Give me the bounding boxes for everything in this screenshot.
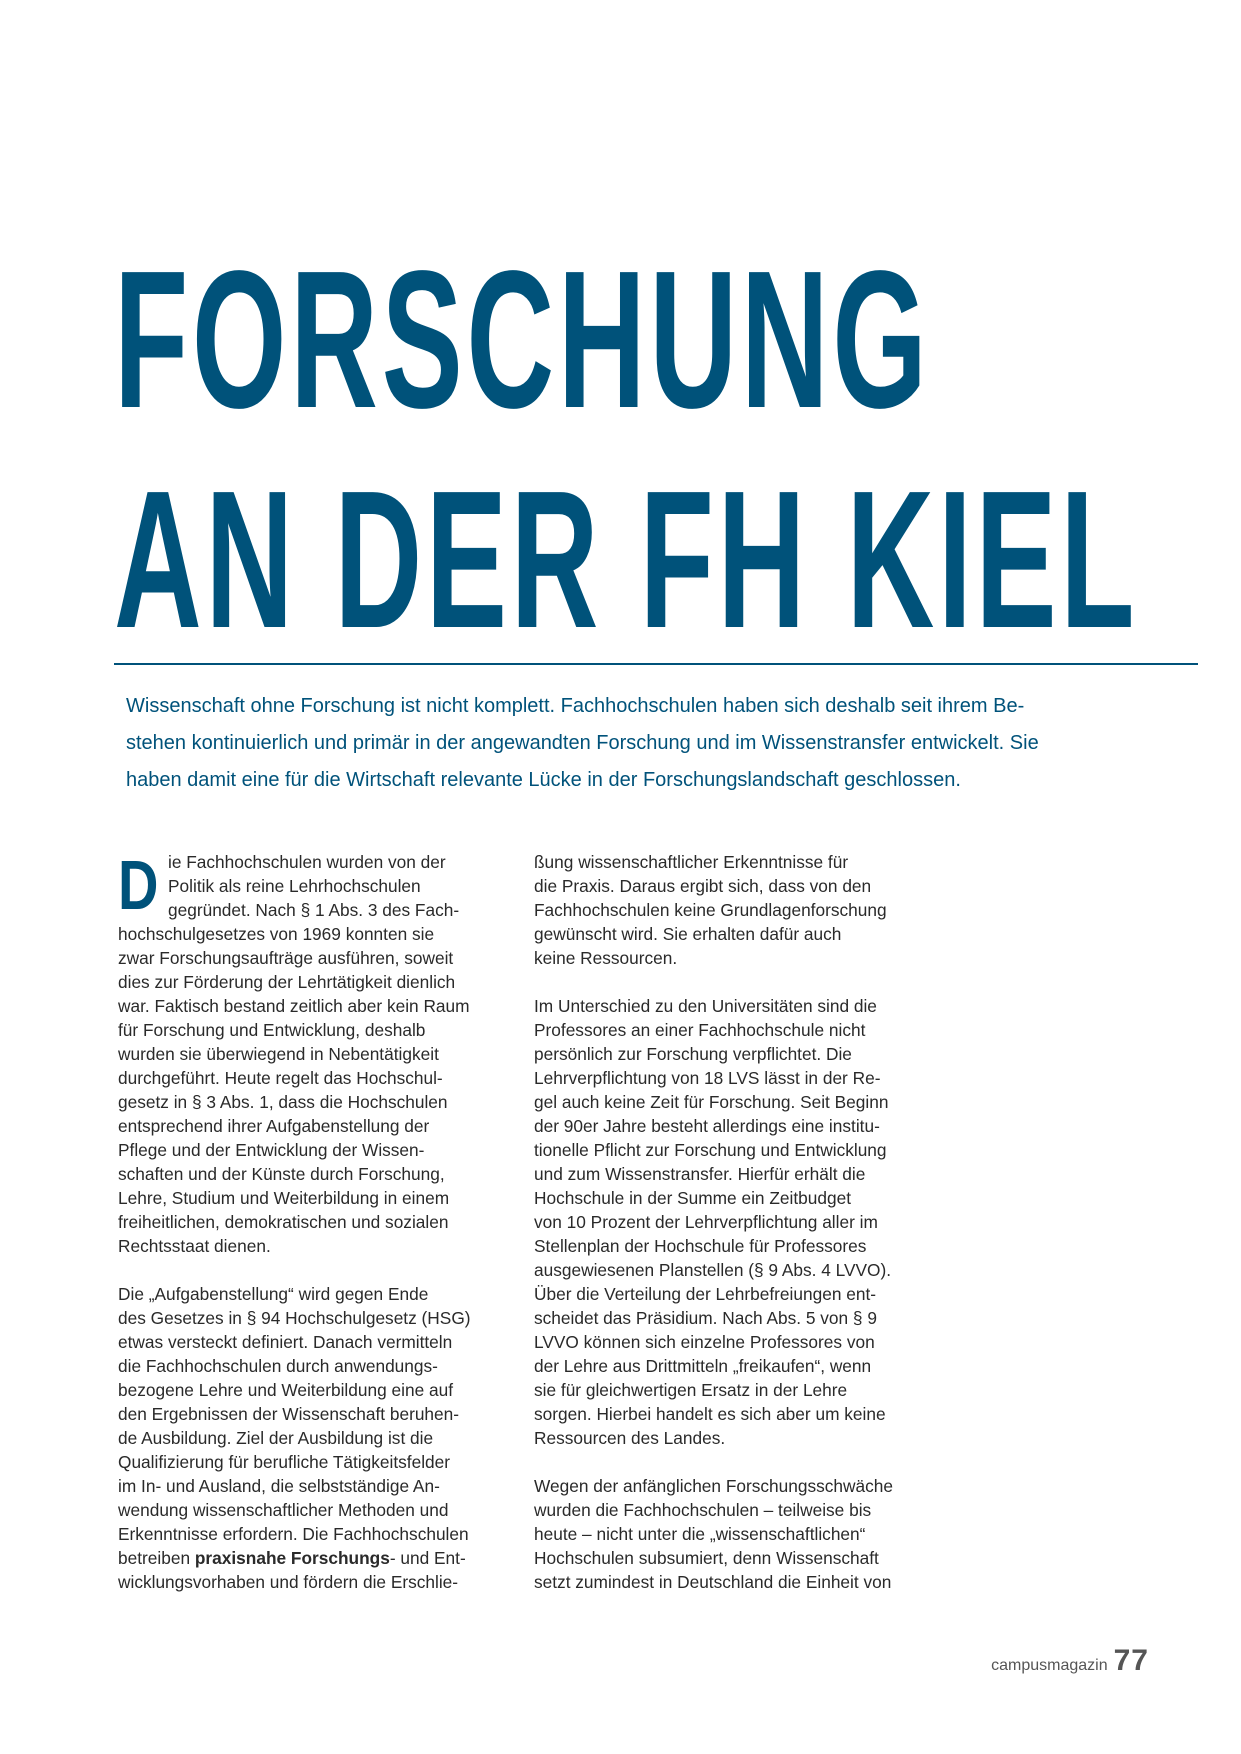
lead-paragraph [126, 688, 1039, 799]
body-line: gesetz in § 3 Abs. 1, dass die Hochschulen [118, 1092, 448, 1112]
body-line: Erkenntnisse erfordern. Die Fachhochschulen [118, 1524, 469, 1544]
body-line: die Praxis. Daraus ergibt sich, dass von den [534, 876, 872, 896]
body-line: Die „Aufgabenstellung“ wird gegen Ende [118, 1284, 429, 1304]
body-line: der 90er Jahre besteht allerdings eine institu- [534, 1116, 880, 1136]
body-line [118, 1546, 528, 1570]
body-paragraph [118, 1282, 528, 1594]
drop-cap: D [118, 846, 159, 924]
body-line: zwar Forschungsaufträge ausführen, soweit [118, 948, 454, 968]
body-line: Über die Verteilung der Lehrbefreiungen ent- [534, 1284, 877, 1304]
body-line: tionelle Pflicht zur Forschung und Entwicklung [534, 1140, 887, 1160]
body-column-2 [534, 850, 944, 1618]
body-line: Lehrverpflichtung von 18 LVS lässt in der Re- [534, 1068, 881, 1088]
body-line: für Forschung und Entwicklung, deshalb [118, 1020, 426, 1040]
body-line: durchgeführt. Heute regelt das Hochschul- [118, 1068, 443, 1088]
title-divider [114, 663, 1198, 665]
body-line: Rechtsstaat dienen. [118, 1236, 271, 1256]
body-line: etwas versteckt definiert. Danach vermitteln [118, 1332, 453, 1352]
body-line: wendung wissenschaftlicher Methoden und [118, 1500, 449, 1520]
body-line: Professores an einer Fachhochschule nicht [534, 1020, 866, 1040]
body-line: scheidet das Präsidium. Nach Abs. 5 von § 9 [534, 1308, 877, 1328]
body-line: hochschulgesetzes von 1969 konnten sie [118, 924, 435, 944]
body-line: im In- und Ausland, die selbstständige An- [118, 1476, 440, 1496]
body-line: keine Ressourcen. [534, 948, 678, 968]
title-line-1: FORSCHUNG [114, 230, 931, 449]
body-text: betreiben [118, 1548, 195, 1568]
body-line: war. Faktisch bestand zeitlich aber kein Raum [118, 996, 470, 1016]
magazine-name: campusmagazin [991, 1657, 1108, 1674]
body-line: Hochschulen subsumiert, denn Wissenschaft [534, 1548, 879, 1568]
body-line: Pflege und der Entwicklung der Wissen- [118, 1140, 425, 1160]
body-paragraph [534, 1474, 944, 1594]
body-line: sorgen. Hierbei handelt es sich aber um keine [534, 1404, 886, 1424]
body-line: Stellenplan der Hochschule für Professores [534, 1236, 867, 1256]
body-line: von 10 Prozent der Lehrverpflichtung aller im [534, 1212, 878, 1232]
body-line: Qualifizierung für berufliche Tätigkeitsfelder [118, 1452, 451, 1472]
body-line: Ressourcen des Landes. [534, 1428, 726, 1448]
body-column-1 [118, 846, 528, 1618]
body-line: ßung wissenschaftlicher Erkenntnisse für [534, 852, 849, 872]
body-line: den Ergebnissen der Wissenschaft beruhen- [118, 1404, 460, 1424]
body-paragraph [118, 846, 528, 1258]
body-line: des Gesetzes in § 94 Hochschulgesetz (HSG) [118, 1308, 471, 1328]
page-footer [991, 1644, 1149, 1678]
body-line: gegründet. Nach § 1 Abs. 3 des Fach- [168, 900, 460, 920]
body-line: sie für gleichwertigen Ersatz in der Lehre [534, 1380, 848, 1400]
body-line: die Fachhochschulen durch anwendungs- [118, 1356, 438, 1376]
body-line: bezogene Lehre und Weiterbildung eine auf [118, 1380, 454, 1400]
body-line: LVVO können sich einzelne Professores von [534, 1332, 875, 1352]
body-text: - und Ent- [389, 1548, 466, 1568]
body-line: gewünscht wird. Sie erhalten dafür auch [534, 924, 842, 944]
body-line: heute – nicht unter die „wissenschaftlichen“ [534, 1524, 866, 1544]
body-line: gel auch keine Zeit für Forschung. Seit Beginn [534, 1092, 889, 1112]
body-line: ie Fachhochschulen wurden von der [168, 852, 446, 872]
body-line: Politik als reine Lehrhochschulen [168, 876, 421, 896]
body-line: schaften und der Künste durch Forschung, [118, 1164, 445, 1184]
body-line: wicklungsvorhaben und fördern die Erschlie- [118, 1572, 459, 1592]
body-paragraph [534, 850, 944, 970]
lead-line: Wissenschaft ohne Forschung ist nicht komplett. Fachhochschulen haben sich deshalb seit ihrem Be- [126, 695, 1025, 717]
body-line: der Lehre aus Drittmitteln „freikaufen“, wenn [534, 1356, 872, 1376]
body-line: persönlich zur Forschung verpflichtet. Die [534, 1044, 852, 1064]
emphasis-text: praxisnahe Forschungs [194, 1548, 390, 1568]
body-line: entsprechend ihrer Aufgabenstellung der [118, 1116, 430, 1136]
body-line: wurden die Fachhochschulen – teilweise bis [534, 1500, 872, 1520]
lead-line: stehen kontinuierlich und primär in der angewandten Forschung und im Wissenstransfer entwickelt. Sie [126, 732, 1039, 754]
page-number: 77 [1113, 1644, 1149, 1677]
body-paragraph [534, 994, 944, 1450]
body-line: Im Unterschied zu den Universitäten sind die [534, 996, 877, 1016]
body-line: und zum Wissenstransfer. Hierfür erhält die [534, 1164, 866, 1184]
body-line: ausgewiesenen Planstellen (§ 9 Abs. 4 LVVO). [534, 1260, 892, 1280]
title-line-2: AN DER FH KIEL [114, 450, 1139, 669]
body-line: Lehre, Studium und Weiterbildung in einem [118, 1188, 450, 1208]
body-line: freiheitlichen, demokratischen und sozialen [118, 1212, 449, 1232]
body-line: Hochschule in der Summe ein Zeitbudget [534, 1188, 851, 1208]
lead-line: haben damit eine für die Wirtschaft relevante Lücke in der Forschungslandschaft geschlossen. [126, 769, 961, 791]
body-line: dies zur Förderung der Lehrtätigkeit dienlich [118, 972, 456, 992]
body-line: Wegen der anfänglichen Forschungsschwäche [534, 1476, 893, 1496]
body-line: de Ausbildung. Ziel der Ausbildung ist die [118, 1428, 434, 1448]
body-line: Fachhochschulen keine Grundlagenforschung [534, 900, 887, 920]
body-line: wurden sie überwiegend in Nebentätigkeit [118, 1044, 439, 1064]
body-line: setzt zumindest in Deutschland die Einheit von [534, 1572, 892, 1592]
